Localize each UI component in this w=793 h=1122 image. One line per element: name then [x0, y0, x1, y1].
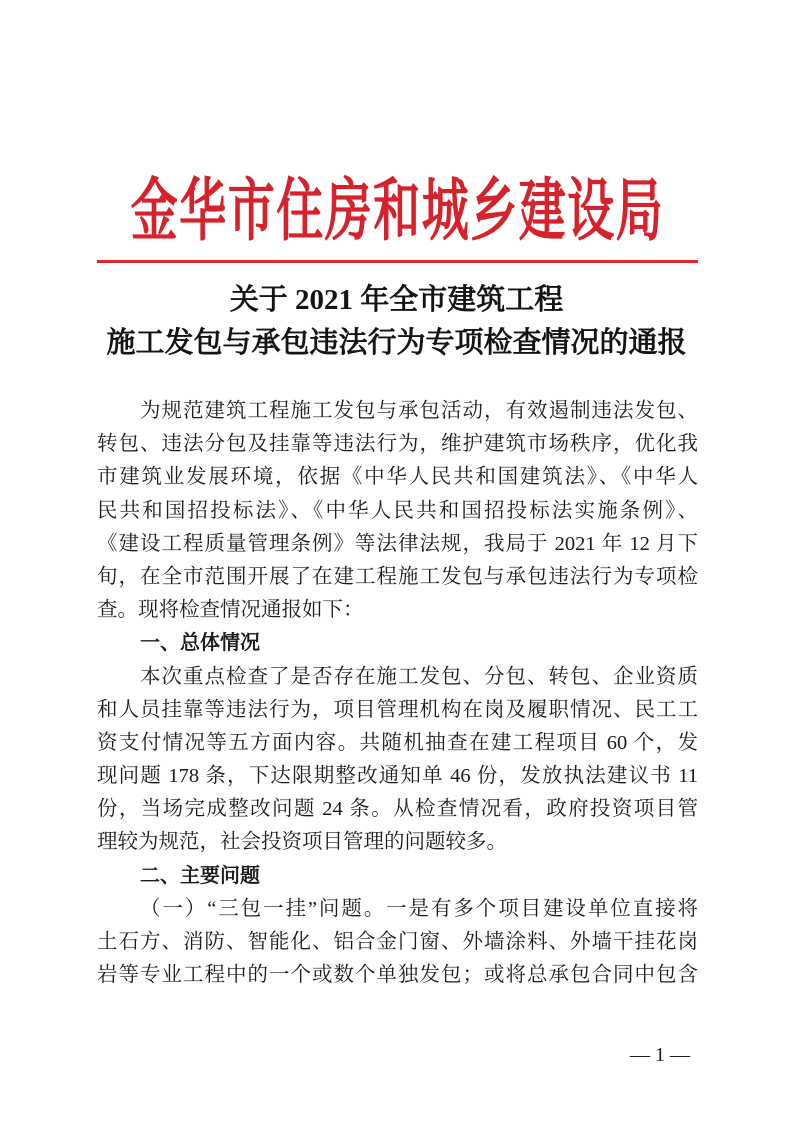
text-line: 和人员挂靠等违法行为，项目管理机构在岗及履职情况、民工工	[97, 698, 698, 721]
paragraph-intro	[97, 395, 698, 627]
text-line: 旬，在全市范围开展了在建工程施工发包与承包违法行为专项检	[97, 565, 698, 588]
text-line: 土石方、消防、智能化、铝合金门窗、外墙涂料、外墙干挂花岗	[97, 931, 698, 953]
text-line: 理较为规范，社会投资项目管理的问题较多。	[97, 831, 507, 854]
text-line: 为规范建筑工程施工发包与承包活动，有效遏制违法发包、	[140, 400, 698, 422]
text-line: 转包、违法分包及挂靠等违法行为，维护建筑市场秩序，优化我	[97, 433, 698, 456]
paragraph-main-issues	[97, 893, 698, 993]
text-line: 《建设工程质量管理条例》等法律法规，我局于 2021 年 12 月下	[97, 532, 698, 555]
paragraph-overview	[97, 661, 698, 860]
red-header-rule	[97, 260, 698, 263]
text-line: 岩等专业工程中的一个或数个单独发包；或将总承包合同中包含	[97, 964, 698, 987]
document-title-line-2: 施工发包与承包违法行为专项检查情况的通报	[106, 327, 687, 359]
text-line: 现问题 178 条，下达限期整改通知单 46 份，发放执法建议书 11	[97, 765, 698, 788]
text-line: 民共和国招投标法》、《中华人民共和国招投标法实施条例》、	[97, 499, 698, 522]
issuing-authority-header: 金华市住房和城乡建设局	[130, 174, 665, 250]
text-line: 份，当场完成整改问题 24 条。从检查情况看，政府投资项目管	[97, 798, 698, 821]
text-line: 市建筑业发展环境，依据《中华人民共和国建筑法》、《中华人	[97, 466, 698, 489]
text-line: 本次重点检查了是否存在施工发包、分包、转包、企业资质	[140, 665, 698, 688]
section-heading-overview: 一、总体情况	[140, 632, 260, 655]
page-number: — 1 —	[630, 1044, 690, 1066]
text-line: （一）“三包一挂”问题。一是有多个项目建设单位直接将	[140, 897, 698, 920]
document-title-line-1: 关于 2021 年全市建筑工程	[229, 284, 564, 316]
document-body	[97, 395, 698, 992]
text-line: 查。现将检查情况通报如下：	[97, 599, 364, 622]
text-line: 资支付情况等五方面内容。共随机抽查在建工程项目 60 个，发	[97, 731, 698, 754]
section-heading-main-issues: 二、主要问题	[140, 864, 260, 887]
